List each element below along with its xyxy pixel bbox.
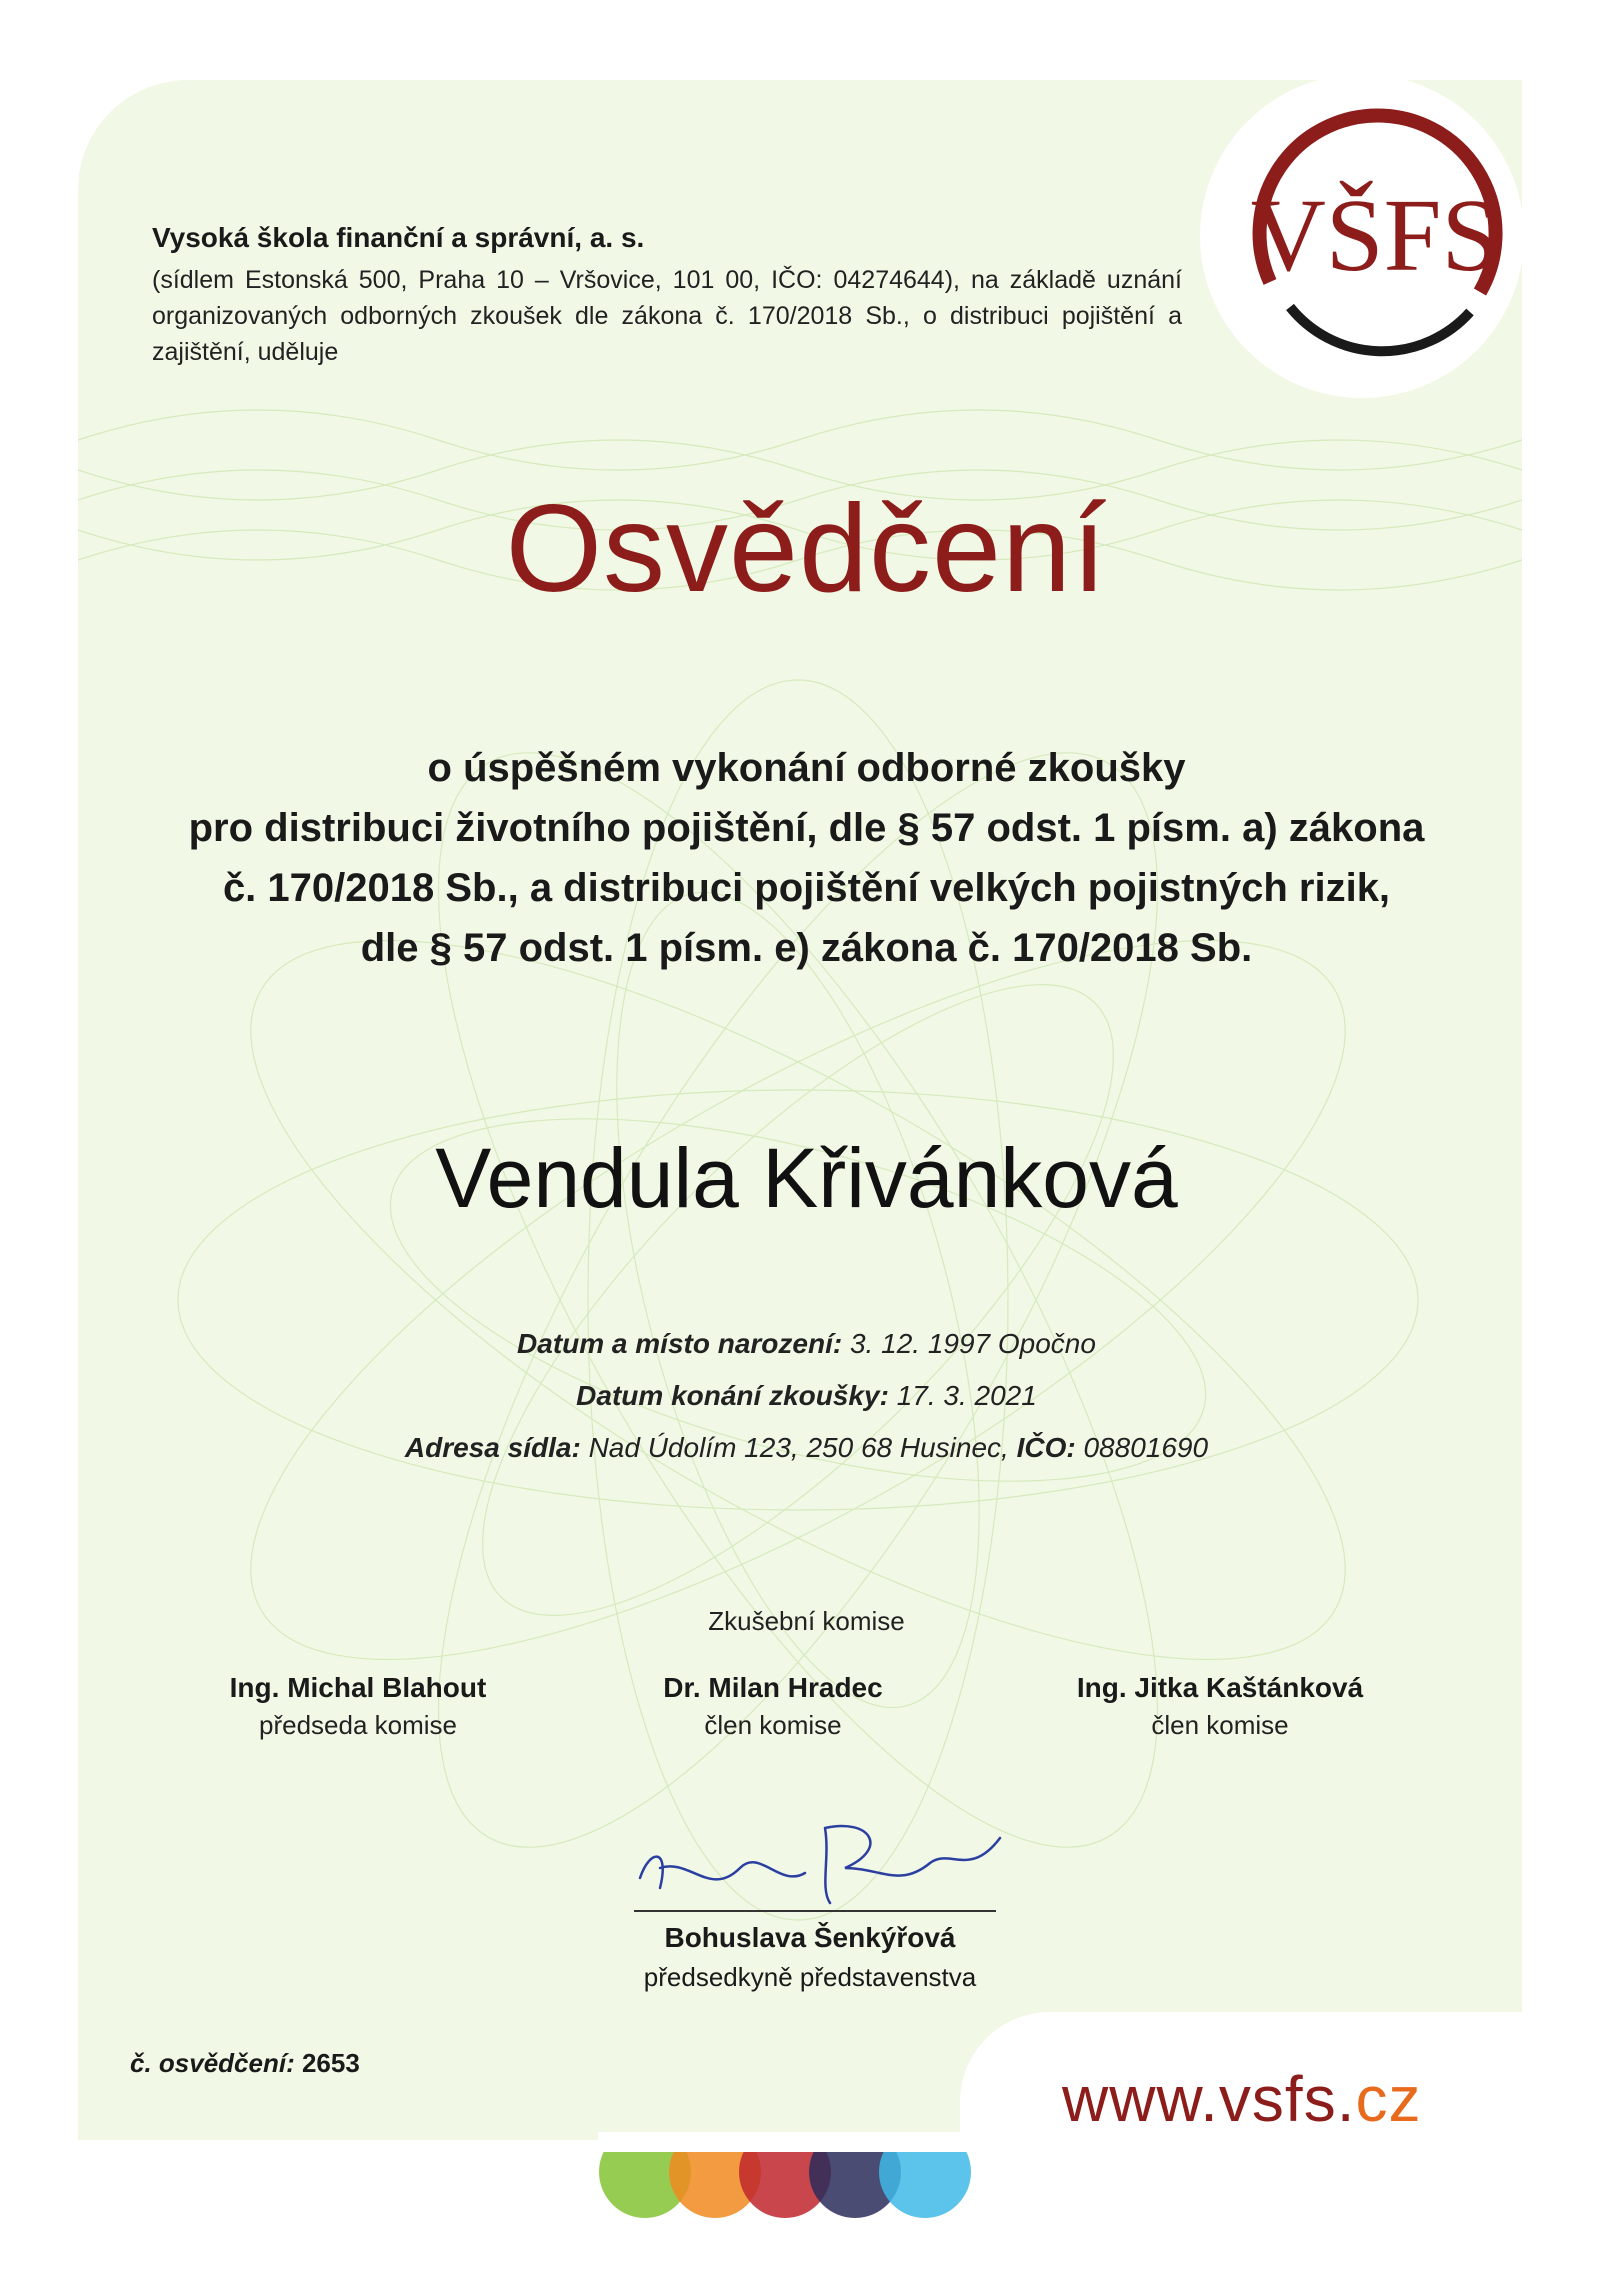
signature-image bbox=[630, 1808, 1010, 1908]
signature-line bbox=[634, 1910, 996, 1912]
exam-value: 17. 3. 2021 bbox=[896, 1380, 1037, 1411]
address-value: Nad Údolím 123, 250 68 Husinec, bbox=[588, 1432, 1009, 1463]
issuer-text: (sídlem Estonská 500, Praha 10 – Vršovice, 101 00, IČO: 04274644), na základě uznání organizovaných odborných zkoušek dle zákona č. 170/2018 Sb., o distribuci pojištění a zajištění, uděluje bbox=[152, 266, 1182, 366]
committee-member bbox=[148, 1672, 568, 1741]
ico-value: 08801690 bbox=[1083, 1432, 1209, 1463]
issuer-name: Vysoká škola finanční a správní, a. s. bbox=[152, 222, 645, 253]
address-detail bbox=[0, 1432, 1613, 1464]
certificate-title: Osvědčení bbox=[505, 480, 1108, 618]
committee-heading: Zkušební komise bbox=[708, 1606, 905, 1636]
website-url bbox=[1062, 2062, 1421, 2136]
committee-member bbox=[1010, 1672, 1430, 1741]
committee-member bbox=[563, 1672, 983, 1741]
website-suffix: cz bbox=[1355, 2063, 1422, 2135]
exam-label: Datum konání zkoušky: bbox=[576, 1380, 889, 1411]
purpose-line-1: o úspěšném vykonání odborné zkoušky bbox=[427, 746, 1186, 790]
member-name: Ing. Michal Blahout bbox=[229, 1672, 487, 1703]
certificate-purpose bbox=[60, 738, 1553, 978]
purpose-line-4: dle § 57 odst. 1 písm. e) zákona č. 170/2018 Sb. bbox=[360, 926, 1253, 970]
exam-detail bbox=[0, 1380, 1613, 1412]
certificate-number-label: č. osvědčení: bbox=[130, 2048, 295, 2078]
signatory-role: předsedkyně představenstva bbox=[643, 1962, 977, 1992]
member-name: Dr. Milan Hradec bbox=[663, 1672, 883, 1703]
signatory-name: Bohuslava Šenkýřová bbox=[664, 1922, 956, 1953]
birth-value: 3. 12. 1997 Opočno bbox=[849, 1328, 1096, 1359]
color-circles-decoration bbox=[598, 2132, 974, 2226]
member-role: předseda komise bbox=[259, 1710, 457, 1740]
logo-text: VŠFS bbox=[1250, 178, 1500, 293]
ico-label: IČO: bbox=[1016, 1432, 1076, 1463]
birth-label: Datum a místo narození: bbox=[517, 1328, 843, 1359]
certificate-number bbox=[130, 2048, 360, 2079]
member-name: Ing. Jitka Kaštánková bbox=[1076, 1672, 1364, 1703]
footer-white-area bbox=[960, 2012, 1613, 2281]
holder-name: Vendula Křivánková bbox=[435, 1131, 1178, 1225]
purpose-line-2: pro distribuci životního pojištění, dle § 57 odst. 1 písm. a) zákona bbox=[188, 806, 1425, 850]
website-prefix: www.vsfs. bbox=[1062, 2063, 1356, 2135]
member-role: člen komise bbox=[704, 1710, 842, 1740]
certificate-number-value: 2653 bbox=[301, 2048, 360, 2078]
address-label: Adresa sídla: bbox=[404, 1432, 581, 1463]
signatory-block bbox=[560, 1910, 1060, 1993]
vsfs-logo bbox=[1230, 92, 1520, 382]
birth-detail bbox=[0, 1328, 1613, 1360]
member-role: člen komise bbox=[1151, 1710, 1289, 1740]
purpose-line-3: č. 170/2018 Sb., a distribuci pojištění velkých pojistných rizik, bbox=[222, 866, 1391, 910]
